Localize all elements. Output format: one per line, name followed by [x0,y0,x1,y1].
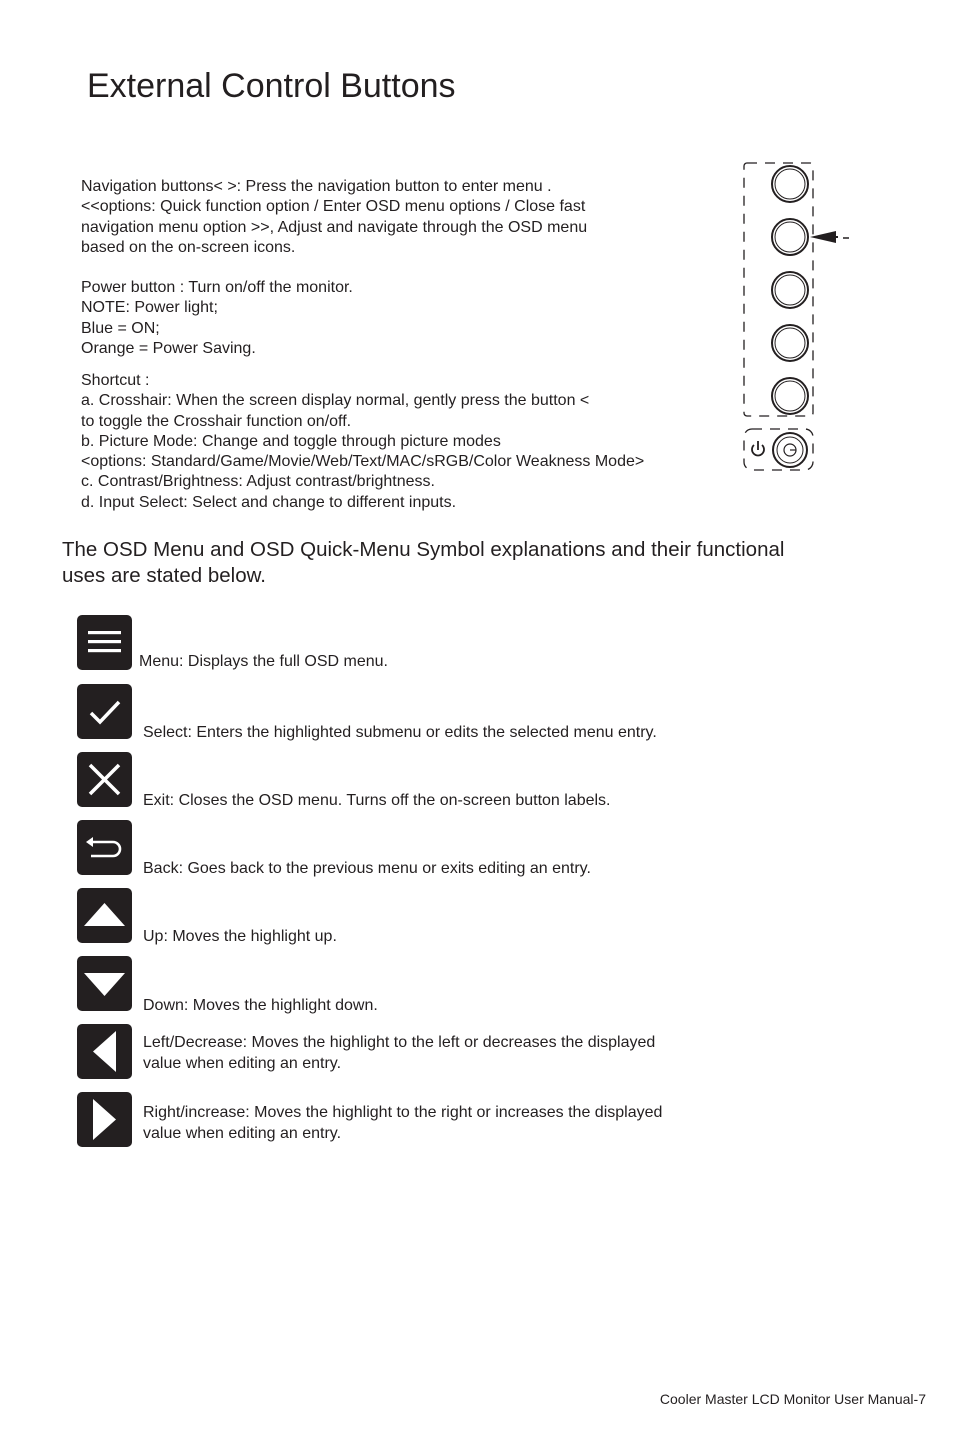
nav-button-1 [772,166,808,202]
text-line: value when editing an entry. [143,1125,342,1142]
text-line: d. Input Select: Select and change to different inputs. [81,493,457,511]
page-title: External Control Buttons [87,67,456,105]
text-line: Menu: Displays the full OSD menu. [139,653,388,670]
text-line: Shortcut : [81,372,150,389]
select-description [143,722,657,743]
text-line: a. Crosshair: When the screen display normal, gently press the button < [81,392,590,410]
text-line: <options: Standard/Game/Movie/Web/Text/MAC/sRGB/Color Weakness Mode> [81,453,645,471]
down-description [143,995,378,1016]
check-icon [77,684,132,739]
button-panel-diagram [738,158,858,474]
page-footer: Cooler Master LCD Monitor User Manual-7 [659,1391,926,1407]
navigation-description [81,177,587,258]
power-button [773,433,807,467]
text-line: Select: Enters the highlighted submenu or edits the selected menu entry. [143,724,657,741]
triangle-up-icon [77,888,132,943]
power-description [81,278,353,359]
triangle-down-icon [77,956,132,1011]
nav-button-5 [772,378,808,414]
right-description [143,1102,662,1144]
text-line: Exit: Closes the OSD menu. Turns off the on-screen button labels. [143,792,611,809]
power-symbol-icon [752,441,764,455]
back-description [143,858,591,879]
text-line: to toggle the Crosshair function on/off. [81,412,352,430]
nav-button-3 [772,272,808,308]
menu-icon [77,615,132,670]
text-line: <<options: Quick function option / Enter OSD menu options / Close fast [81,198,586,216]
back-icon [77,820,132,875]
text-line: Up: Moves the highlight up. [143,928,337,945]
osd-intro [62,537,784,589]
text-line: navigation menu option >>, Adjust and navigate through the OSD menu [81,218,588,236]
text-line: Power button : Turn on/off the monitor. [81,279,353,296]
text-line: value when editing an entry. [143,1055,342,1072]
text-line: c. Contrast/Brightness: Adjust contrast/brightness. [81,473,435,491]
text-line: Orange = Power Saving. [81,339,256,357]
text-line: Left/Decrease: Moves the highlight to the left or decreases the displayed [143,1034,656,1051]
left-description [143,1032,655,1074]
text-line: Down: Moves the highlight down. [143,997,378,1014]
nav-button-2 [772,219,808,255]
shortcut-description [81,371,644,513]
pointer-arrow-icon [810,231,849,243]
triangle-left-icon [77,1024,132,1079]
text-line: uses are stated below. [62,564,266,587]
text-line: Blue = ON; [81,319,160,337]
up-description [143,926,337,947]
text-line: NOTE: Power light; [81,299,218,317]
close-icon [77,752,132,807]
triangle-right-icon [77,1092,132,1147]
exit-description [143,790,611,811]
text-line: Back: Goes back to the previous menu or exits editing an entry. [143,860,591,877]
text-line: The OSD Menu and OSD Quick-Menu Symbol explanations and their functional [62,538,785,561]
text-line: Navigation buttons< >: Press the navigation button to enter menu . [81,178,552,195]
nav-button-4 [772,325,808,361]
text-line: b. Picture Mode: Change and toggle through picture modes [81,432,501,450]
text-line: Right/increase: Moves the highlight to the right or increases the displayed [143,1104,663,1121]
menu-description [139,651,388,672]
text-line: based on the on-screen icons. [81,238,296,256]
